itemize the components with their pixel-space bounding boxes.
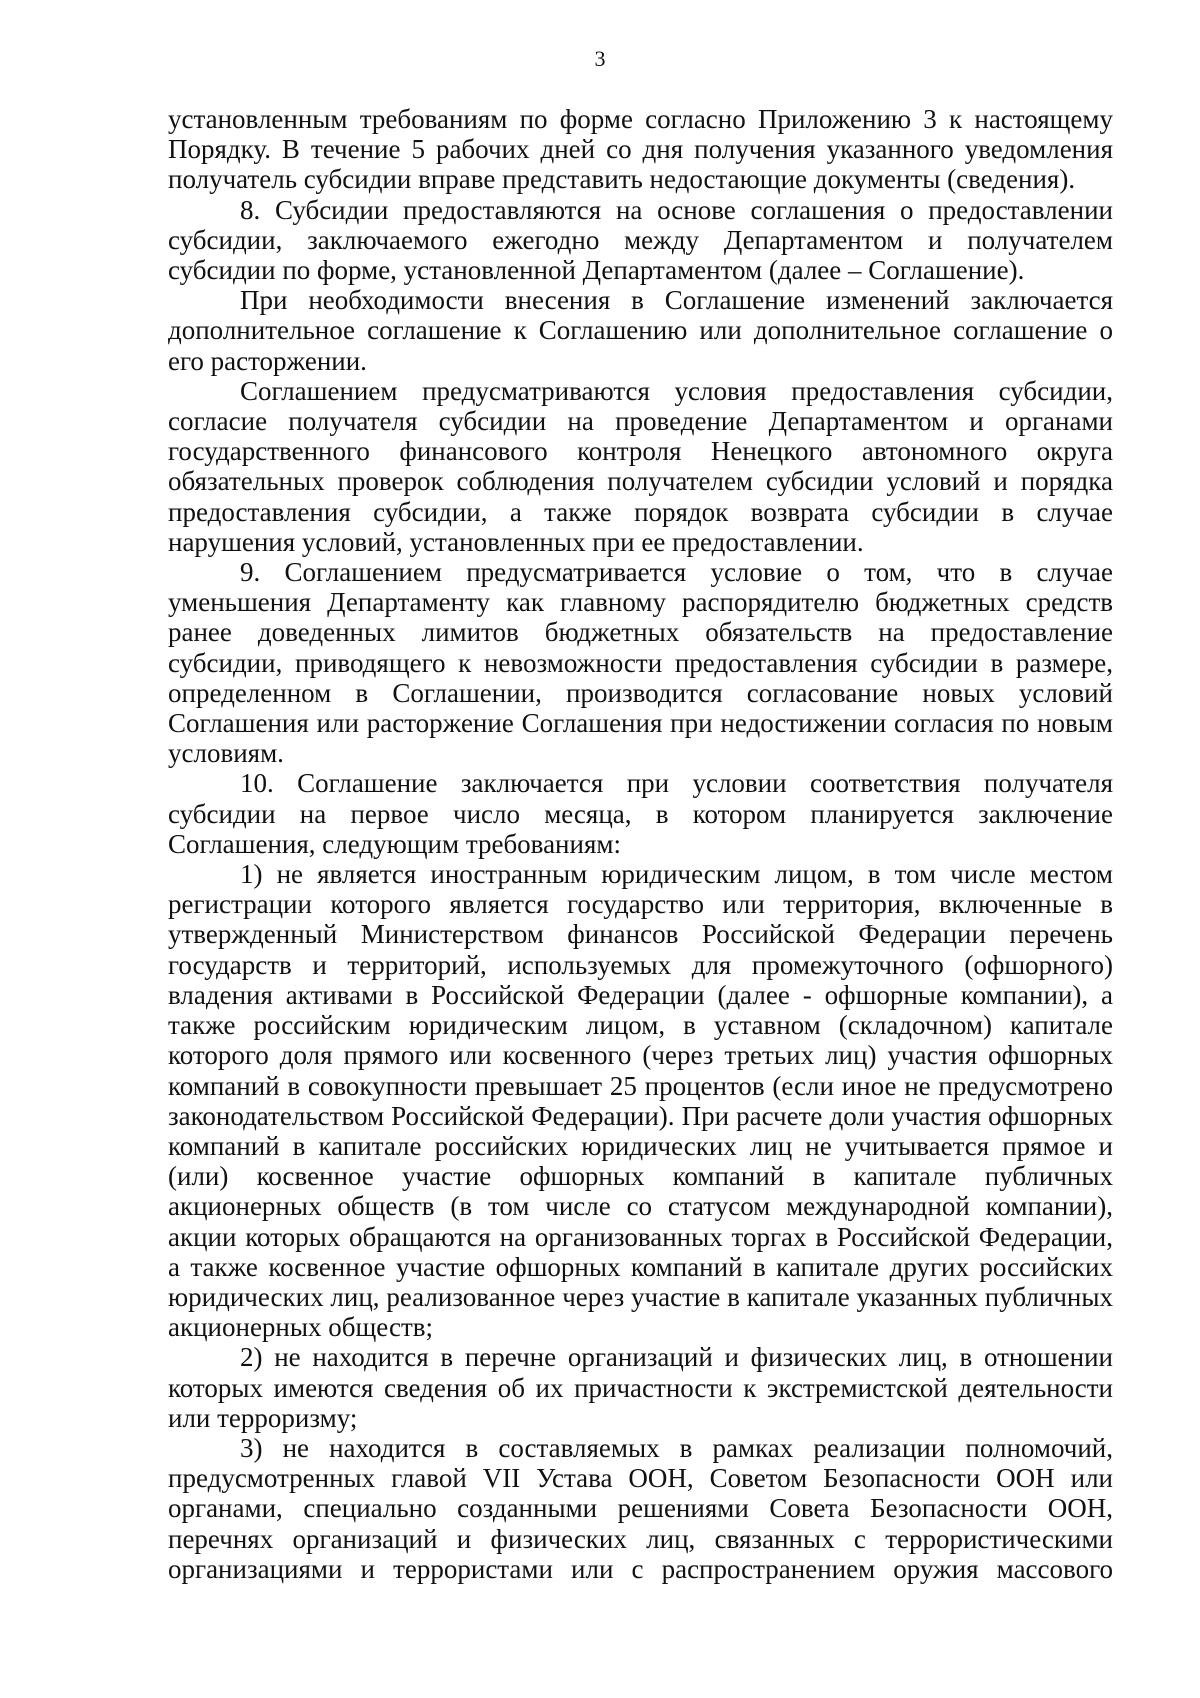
- paragraph-item-8: 8. Субсидии предоставляются на основе соглашения о предоставлении субсидии, заключаемого ежегодно между Департаментом и получателем субсидии по форме, установленной Департаментом (далее – Соглашение).: [168, 194, 1113, 286]
- paragraph-item-10: 10. Соглашение заключается при условии соответствия получателя субсидии на первое число месяца, в котором планируется заключение Соглашения, следующим требованиям:: [168, 768, 1113, 859]
- document-body: [168, 104, 1113, 1584]
- paragraph-item-9: 9. Соглашением предусматривается условие о том, что в случае уменьшения Департаменту как главному распорядителю бюджетных средств ранее доведенных лимитов бюджетных обязательств на предоставление субсидии, приводящего к невозможности предоставления субсидии в размере, определенном в Соглашении, производится согласование новых условий Соглашения или расторжение Соглашения при недостижении согласия по новым условиям.: [168, 557, 1113, 769]
- paragraph-requirement-3: 3) не находится в составляемых в рамках реализации полномочий, предусмотренных главой VII Устава ООН, Советом Безопасности ООН или органами, специально созданными решениями Совета Безопасности ООН, перечнях организаций и физических лиц, связанных с террористическими организациями и террористами или с распространением оружия массового: [168, 1432, 1113, 1584]
- paragraph-continuation: установленным требованиям по форме согласно Приложению 3 к настоящему Порядку. В течение 5 рабочих дней со дня получения указанного уведомления получатель субсидии вправе представить недостающие документы (сведения).: [168, 104, 1113, 195]
- paragraph-requirement-1: 1) не является иностранным юридическим лицом, в том числе местом регистрации которого является государство или территория, включенные в утвержденный Министерством финансов Российской Федерации перечень государств и территорий, используемых для промежуточного (офшорного) владения активами в Российской Федерации (далее - офшорные компании), а также российским юридическим лицом, в уставном (складочном) капитале которого доля прямого или косвенного (через третьих лиц) участия офшорных компаний в совокупности превышает 25 процентов (если иное не предусмотрено законодательством Российской Федерации). При расчете доли участия офшорных компаний в капитале российских юридических лиц не учитывается прямое и (или) косвенное участие офшорных компаний в капитале публичных акционерных обществ (в том числе со статусом международной компании), акции которых обращаются на организованных торгах в Российской Федерации, а также косвенное участие офшорных компаний в капитале других российских юридических лиц, реализованное через участие в капитале указанных публичных акционерных обществ;: [168, 859, 1113, 1343]
- page-number: 3: [594, 46, 606, 71]
- paragraph-requirement-2: 2) не находится в перечне организаций и физических лиц, в отношении которых имеются сведения об их причастности к экстремистской деятельности или терроризму;: [168, 1342, 1113, 1433]
- paragraph-agreement-changes: При необходимости внесения в Соглашение изменений заключается дополнительное соглашение к Соглашению или дополнительное соглашение о его расторжении.: [168, 285, 1113, 376]
- paragraph-agreement-conditions: Соглашением предусматриваются условия предоставления субсидии, согласие получателя субсидии на проведение Департаментом и органами государственного финансового контроля Ненецкого автономного округа обязательных проверок соблюдения получателем субсидии условий и порядка предоставления субсидии, а также порядок возврата субсидии в случае нарушения условий, установленных при ее предоставлении.: [168, 375, 1113, 557]
